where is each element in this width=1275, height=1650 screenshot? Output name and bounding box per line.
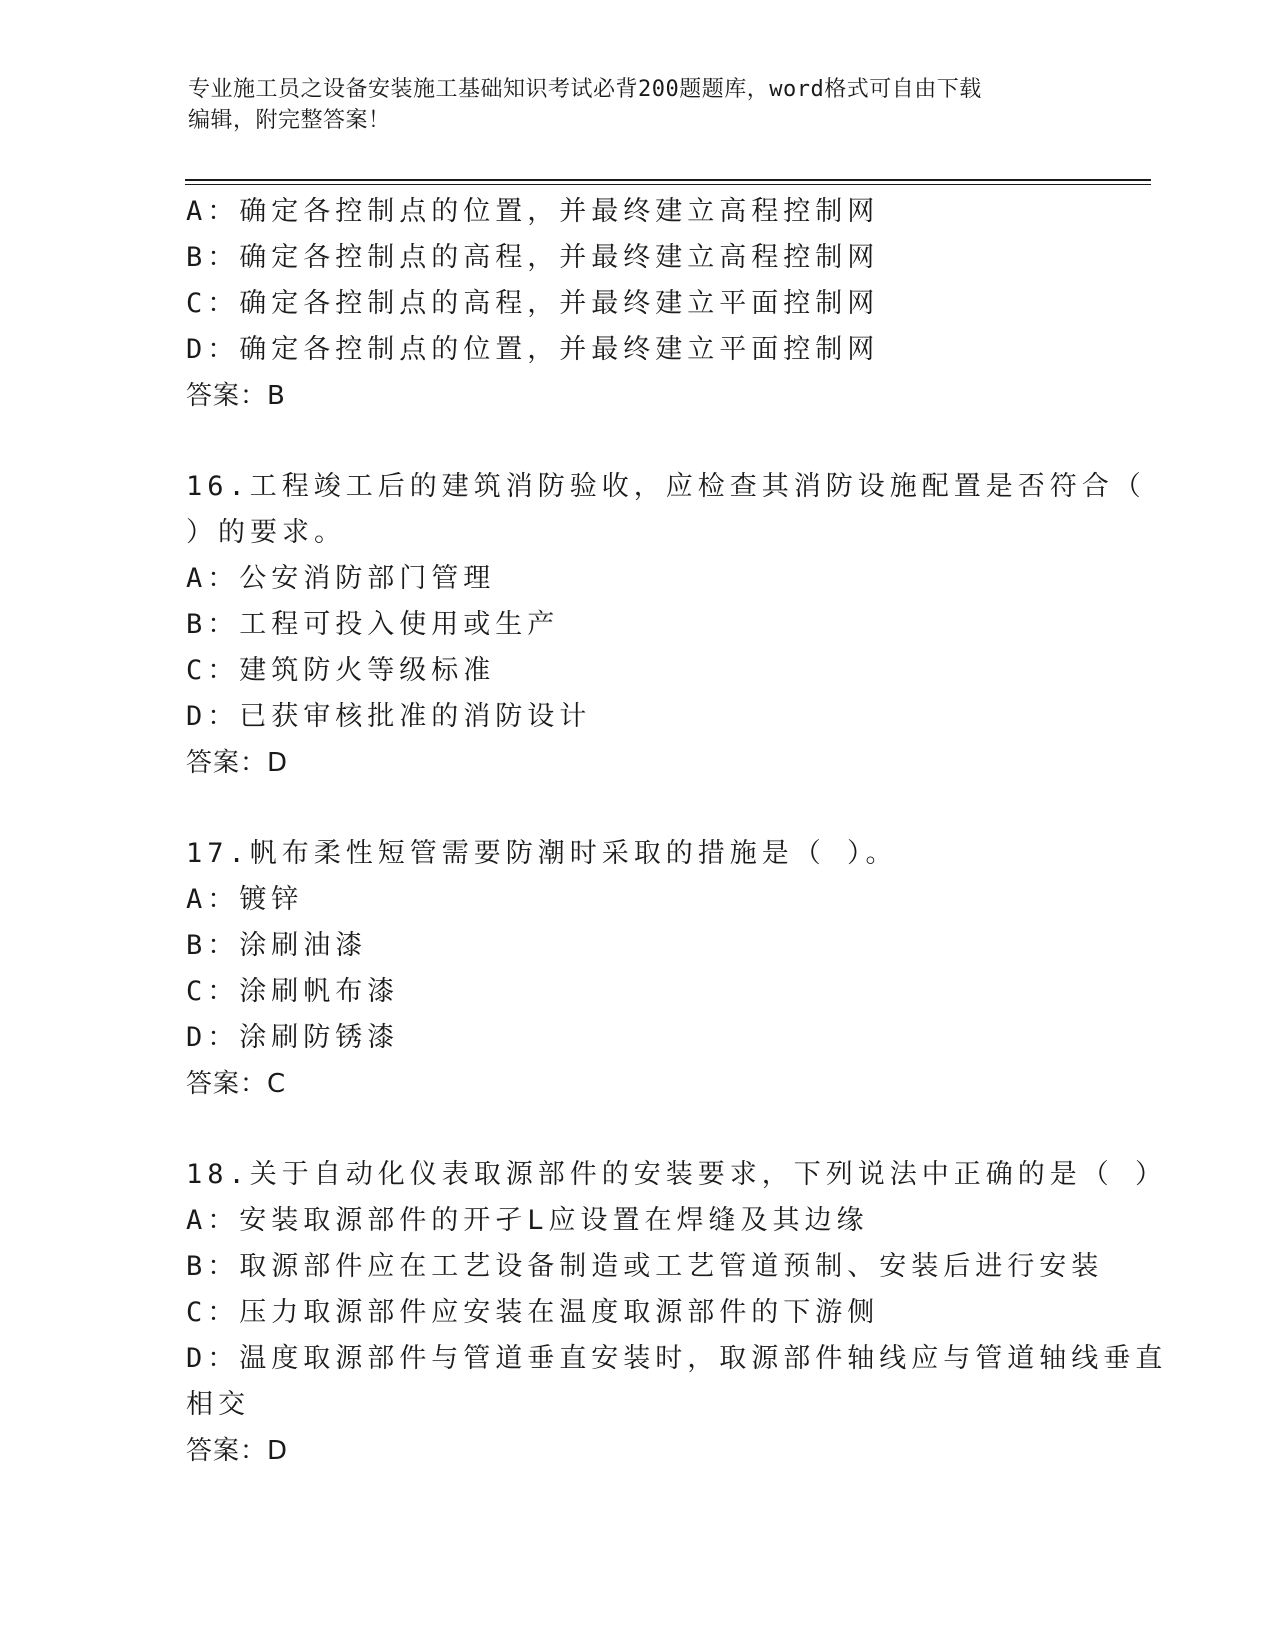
option-c: C：涂刷帆布漆 xyxy=(186,976,400,1007)
question-18 xyxy=(186,1152,1168,1474)
question-spacer xyxy=(186,419,1086,464)
option-c: C：建筑防火等级标准 xyxy=(186,655,496,686)
option-a: A：安装取源部件的开孑L应设置在焊缝及其边缘 xyxy=(186,1205,869,1236)
option-b: B：取源部件应在工艺设备制造或工艺管道预制、安装后进行安装 xyxy=(186,1251,1104,1282)
document-header xyxy=(188,74,1088,136)
option-b: B：工程可投入使用或生产 xyxy=(186,609,560,640)
question-list xyxy=(186,189,1168,1474)
question-spacer xyxy=(186,786,1086,831)
question-stem: 18.关于自动化仪表取源部件的安装要求，下列说法中正确的是（ ） xyxy=(186,1159,1168,1190)
option-d: D：温度取源部件与管道垂直安装时，取源部件轴线应与管道轴线垂直 xyxy=(186,1343,1168,1374)
question-17 xyxy=(186,831,1086,1107)
answer: 答案：C xyxy=(186,1069,287,1099)
option-b: B：涂刷油漆 xyxy=(186,930,368,961)
header-divider xyxy=(185,179,1151,185)
question-spacer xyxy=(186,1107,1086,1152)
option-a: A：镀锌 xyxy=(186,884,304,915)
header-title-line-1: 专业施工员之设备安装施工基础知识考试必背200题题库，word格式可自由下载 xyxy=(188,77,982,102)
header-title-line-2: 编辑，附完整答案！ xyxy=(188,108,391,133)
question-stem: 17.帆布柔性短管需要防潮时采取的措施是（ ）。 xyxy=(186,838,898,869)
question-16 xyxy=(186,464,1146,786)
option-b: B：确定各控制点的高程，并最终建立高程控制网 xyxy=(186,242,880,273)
option-c: C：压力取源部件应安装在温度取源部件的下游侧 xyxy=(186,1297,880,1328)
answer: 答案：B xyxy=(186,381,286,411)
option-a: A：确定各控制点的位置，并最终建立高程控制网 xyxy=(186,196,880,227)
question-stem-continued: ）的要求。 xyxy=(186,517,346,548)
option-d: D：确定各控制点的位置，并最终建立平面控制网 xyxy=(186,334,880,365)
answer: 答案：D xyxy=(186,1436,289,1466)
option-a: A：公安消防部门管理 xyxy=(186,563,496,594)
option-d: D：涂刷防锈漆 xyxy=(186,1022,400,1053)
question-15 xyxy=(186,189,1086,419)
option-d-continued: 相交 xyxy=(186,1389,250,1420)
question-stem: 16.工程竣工后的建筑消防验收，应检查其消防设施配置是否符合（ xyxy=(186,471,1146,502)
option-d: D：已获审核批准的消防设计 xyxy=(186,701,592,732)
answer: 答案：D xyxy=(186,748,289,778)
option-c: C：确定各控制点的高程，并最终建立平面控制网 xyxy=(186,288,880,319)
